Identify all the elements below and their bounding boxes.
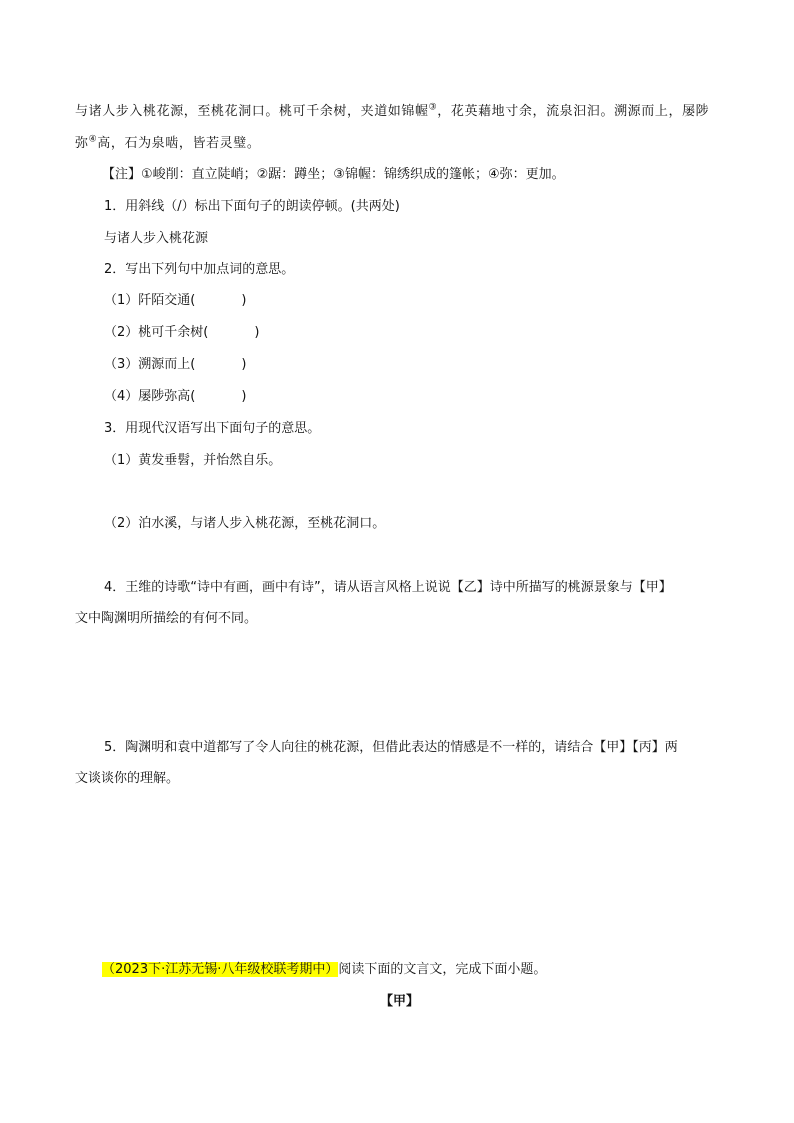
item-label: （4）屡陟弥高( xyxy=(104,389,196,404)
passage-line-1 xyxy=(75,103,709,121)
question-1-sentence: 与诸人步入桃花源 xyxy=(104,231,209,246)
section-heading: 【甲】 xyxy=(380,994,420,1009)
passage-text: 弥 xyxy=(75,136,89,151)
item-close: ) xyxy=(254,325,260,340)
passage-text-rest: 高，石为泉啮，皆若灵璧。 xyxy=(97,136,261,151)
question-5-line-1: 5．陶渊明和袁中道都写了令人向往的桃花源，但借此表达的情感是不一样的，请结合【甲】【丙】两 xyxy=(104,740,678,755)
item-close: ) xyxy=(241,357,247,372)
instruction-text: 阅读下面的文言文，完成下面小题。 xyxy=(338,962,547,977)
question-3-item-1: （1）黄发垂髫，并怡然自乐。 xyxy=(104,453,282,468)
item-label: （2）桃可千余树( xyxy=(104,325,209,340)
question-2-item-4 xyxy=(104,388,246,406)
question-3: 3．用现代汉语写出下面句子的意思。 xyxy=(104,421,321,436)
passage-text: 与诸人步入桃花源，至桃花洞口。桃可千余树，夹道如锦幄 xyxy=(75,104,429,119)
question-3-item-2: （2）泊水溪，与诸人步入桃花源，至桃花洞口。 xyxy=(104,516,386,531)
question-4-line-2: 文中陶渊明所描绘的有何不同。 xyxy=(75,611,258,626)
item-label: （1）阡陌交通( xyxy=(104,293,196,308)
item-close: ) xyxy=(241,389,247,404)
next-section-intro xyxy=(102,961,546,979)
footnote-marker-3: ③ xyxy=(428,102,438,113)
passage-text-rest: ，花英藉地寸余，流泉汩汩。溯源而上，屡陟 xyxy=(437,104,710,119)
question-2-item-3 xyxy=(104,356,246,374)
item-close: ) xyxy=(241,293,247,308)
source-tag: （2023下·江苏无锡·八年级校联考期中） xyxy=(102,962,339,977)
footnotes: 【注】①峻削：直立陡峭；②踞：蹲坐；③锦幄：锦绣织成的篷帐；④弥：更加。 xyxy=(102,167,565,182)
question-4-line-1: 4．王维的诗歌“诗中有画，画中有诗”，请从语言风格上说说【乙】诗中所描写的桃源景象与【甲】 xyxy=(104,580,672,595)
passage-line-2 xyxy=(75,135,260,153)
question-1: 1．用斜线（/）标出下面句子的朗读停顿。(共两处) xyxy=(104,199,400,214)
question-5-line-2: 文谈谈你的理解。 xyxy=(75,771,180,786)
footnote-marker-4: ④ xyxy=(88,134,98,145)
question-2: 2．写出下列句中加点词的意思。 xyxy=(104,262,295,277)
item-label: （3）溯源而上( xyxy=(104,357,196,372)
question-2-item-1 xyxy=(104,292,246,310)
question-2-item-2 xyxy=(104,324,259,342)
